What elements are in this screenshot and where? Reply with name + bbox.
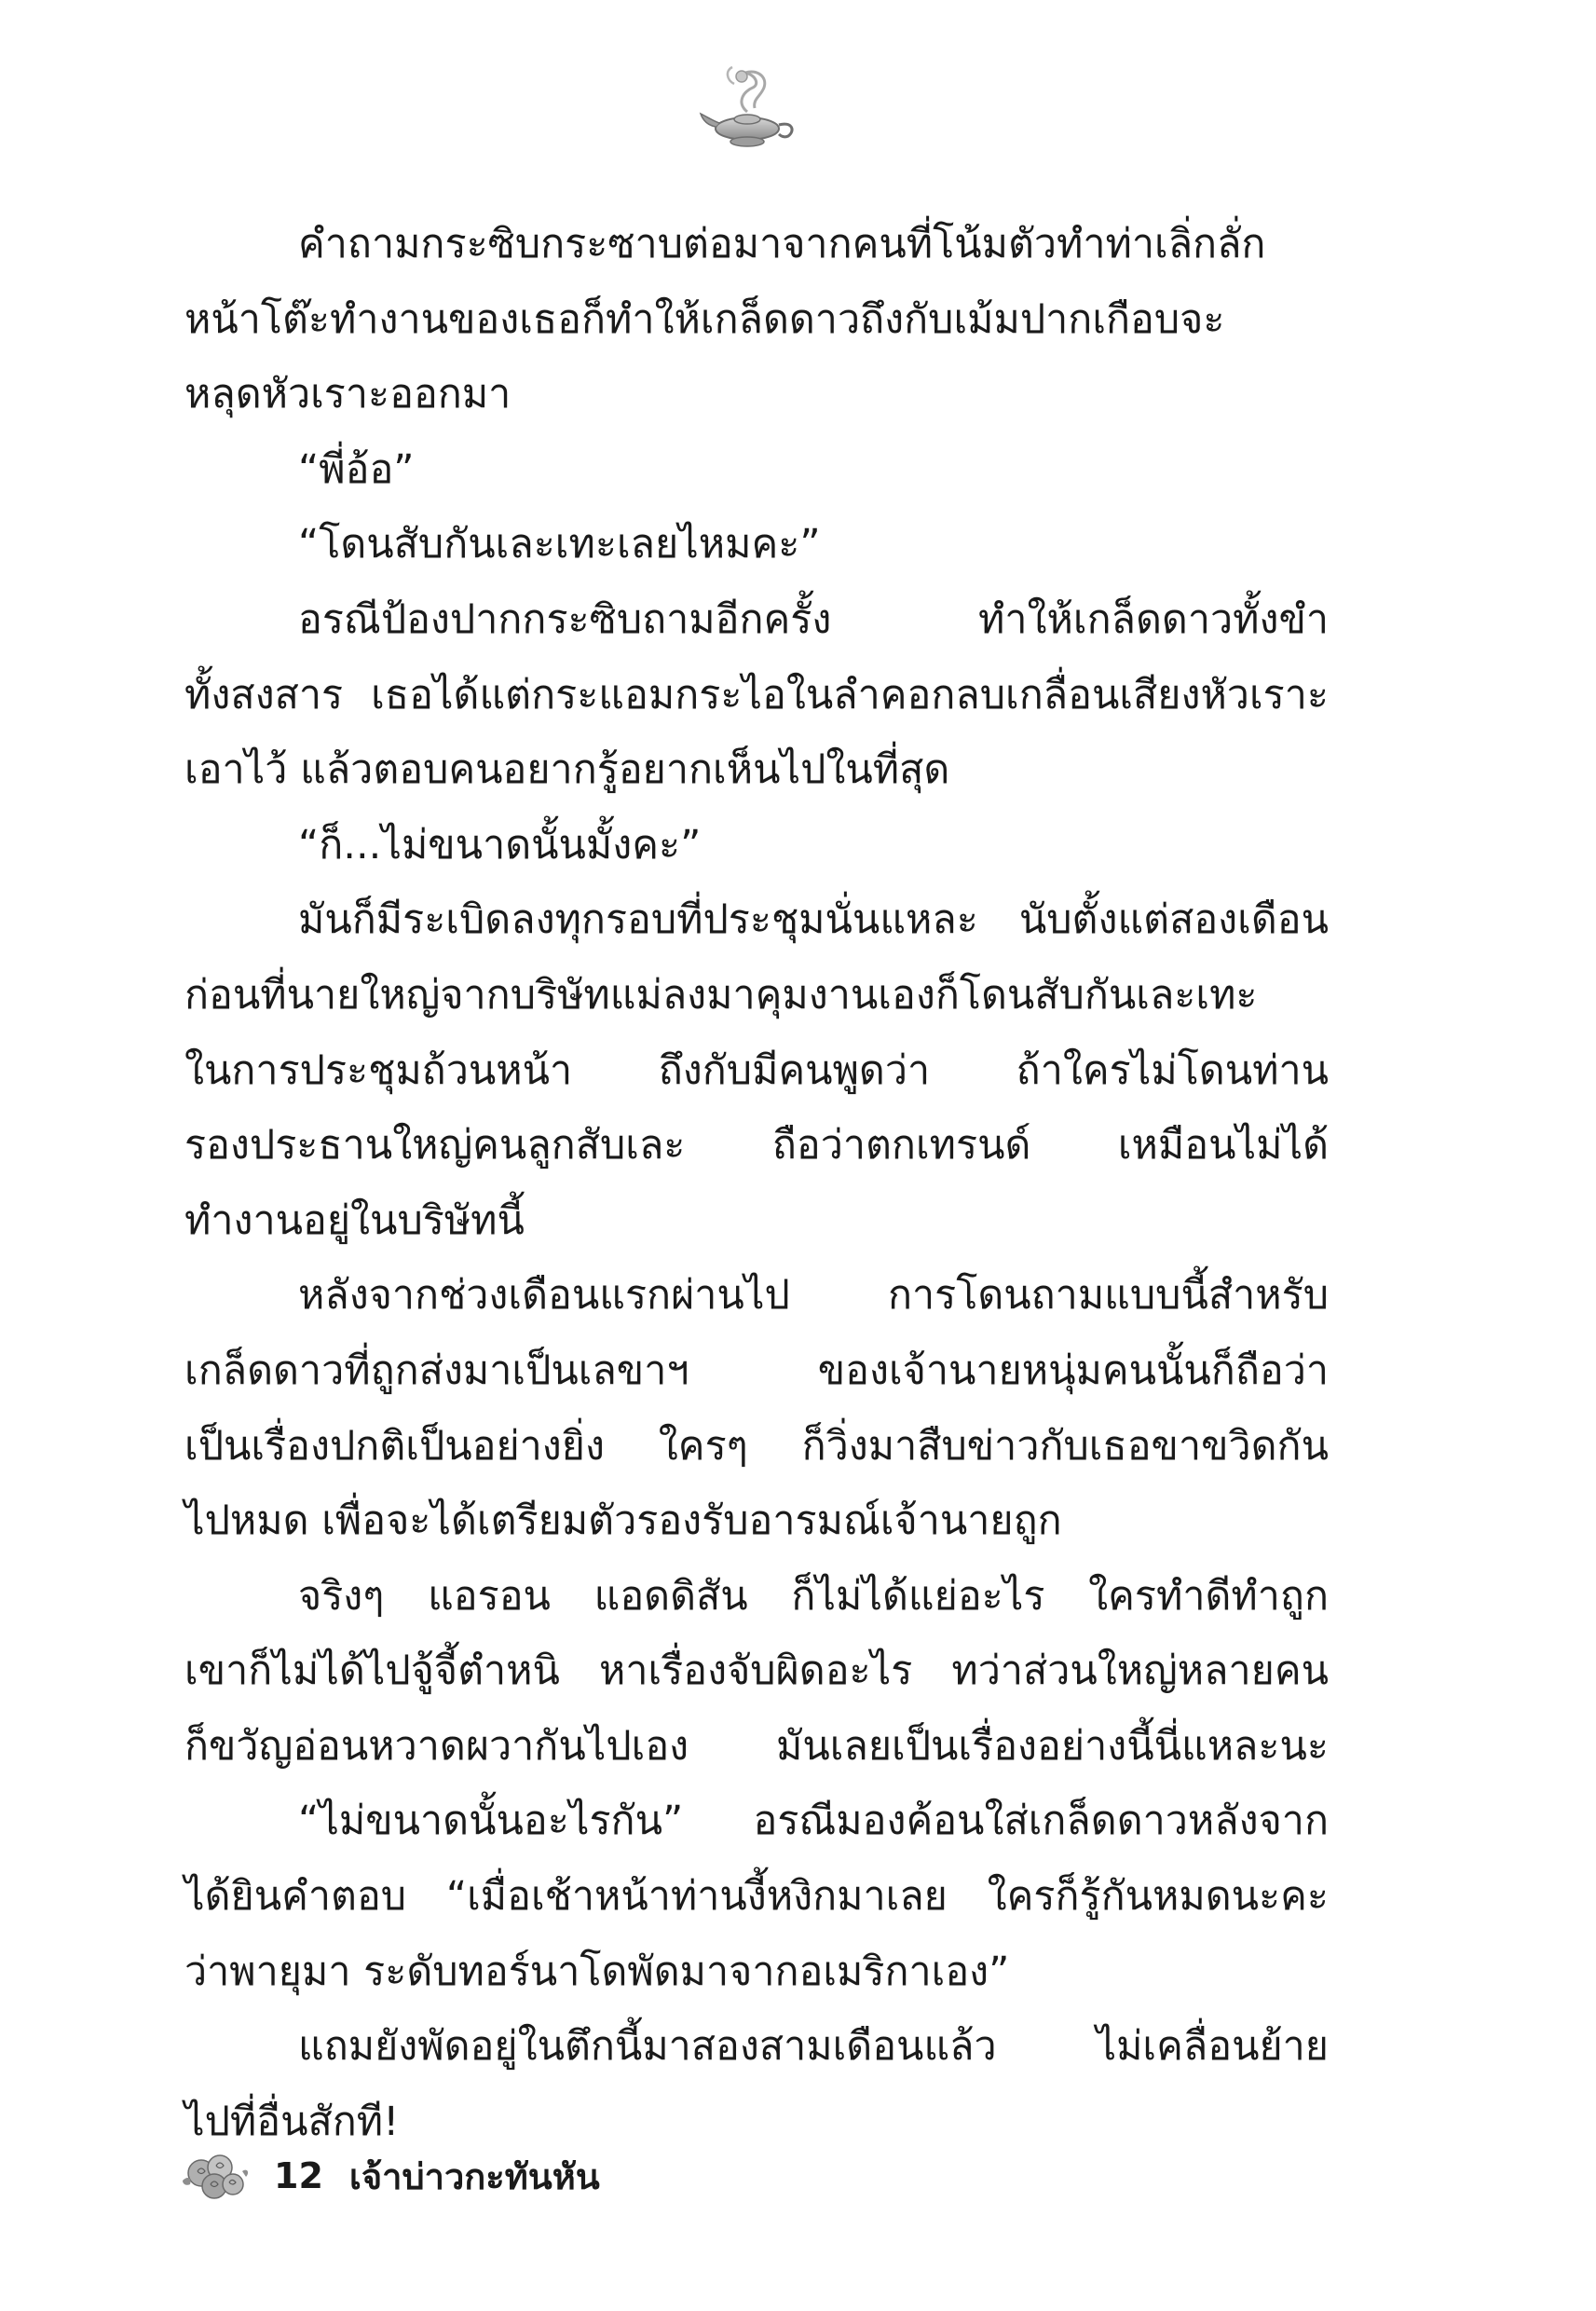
text-line: เป็นเรื่องปกติเป็นอย่างยิ่ง ใครๆ ก็วิ่งมาสืบข่าวกับเธอขาขวิดกัน	[184, 1422, 1329, 1470]
book-title: เจ้าบ่าวกะทันหัน	[348, 2155, 600, 2197]
text-line: “พี่อ้อ”	[298, 445, 415, 493]
text-line: ก่อนที่นายใหญ่จากบริษัทแม่ลงมาคุมงานเองก็โดนสับกันเละเทะ	[184, 971, 1258, 1019]
rose-bouquet-icon	[177, 2143, 252, 2208]
text-line: มันก็มีระเบิดลงทุกรอบที่ประชุมนั่นแหละ นับตั้งแต่สองเดือน	[298, 896, 1329, 944]
text-line: เอาไว้ แล้วตอบคนอยากรู้อยากเห็นไปในที่สุด	[184, 746, 950, 794]
text-line: เขาก็ไม่ได้ไปจู้จี้ตำหนิ หาเรื่องจับผิดอะไร ทว่าส่วนใหญ่หลายคน	[184, 1648, 1329, 1695]
text-line: ได้ยินคำตอบ “เมื่อเช้าหน้าท่านงี้หงิกมาเลย ใครก็รู้กันหมดนะคะ	[184, 1873, 1329, 1921]
text-line: เกล็ดดาวที่ถูกส่งมาเป็นเลขาฯ ของเจ้านายหนุ่มคนนั้นก็ถือว่า	[184, 1347, 1329, 1394]
text-line: จริงๆ แอรอน แอดดิสัน ก็ไม่ได้แย่อะไร ใครทำดีทำถูก	[298, 1572, 1329, 1620]
text-line: “ก็...ไม่ขนาดนั้นมั้งคะ”	[298, 821, 702, 868]
text-line: ในการประชุมถ้วนหน้า ถึงกับมีคนพูดว่า ถ้าใครไม่โดนท่าน	[184, 1046, 1329, 1094]
text-line: คำถามกระซิบกระซาบต่อมาจากคนที่โน้มตัวทำท่าเลิ่กลั่ก	[298, 221, 1266, 267]
text-line: อรณีป้องปากกระซิบถามอีกครั้ง ทำให้เกล็ดดาวทั้งขำ	[298, 595, 1329, 643]
text-line: ก็ขวัญอ่อนหวาดผวากันไปเอง มันเลยเป็นเรื่องอย่างนี้นี่แหละนะ	[184, 1722, 1329, 1770]
text-line: หลุดหัวเราะออกมา	[184, 371, 512, 418]
text-line: ทำงานอยู่ในบริษัทนี้	[184, 1197, 525, 1244]
text-line: ว่าพายุมา ระดับทอร์นาโดพัดมาจากอเมริกาเอง”	[184, 1948, 1010, 1995]
text-line: ทั้งสงสาร เธอได้แต่กระแอมกระไอในลำคอกลบเกลื่อนเสียงหัวเราะ	[184, 671, 1329, 718]
text-line: หลังจากช่วงเดือนแรกผ่านไป การโดนถามแบบนี้สำหรับ	[298, 1272, 1329, 1320]
text-line: รองประธานใหญ่คนลูกสับเละ ถือว่าตกเทรนด์ เหมือนไม่ได้	[184, 1122, 1329, 1169]
text-line: “ไม่ขนาดนั้นอะไรกัน” อรณีมองค้อนใส่เกล็ดดาวหลังจาก	[298, 1798, 1329, 1845]
body-text	[184, 207, 1329, 2159]
text-line: แถมยังพัดอยู่ในตึกนี้มาสองสามเดือนแล้ว ไม่เคลื่อนย้าย	[298, 2023, 1329, 2071]
text-line: “โดนสับกันเละเทะเลยไหมคะ”	[298, 521, 821, 568]
page-number: 12	[274, 2155, 323, 2196]
genie-lamp-icon	[699, 56, 801, 158]
text-line: ไปหมด เพื่อจะได้เตรียมตัวรองรับอารมณ์เจ้านายถูก	[184, 1497, 1062, 1545]
text-line: ไปที่อื่นสักที!	[184, 2098, 400, 2145]
page-footer	[177, 2143, 600, 2208]
text-line: หน้าโต๊ะทำงานของเธอก็ทำให้เกล็ดดาวถึงกับเม้มปากเกือบจะ	[184, 295, 1225, 343]
